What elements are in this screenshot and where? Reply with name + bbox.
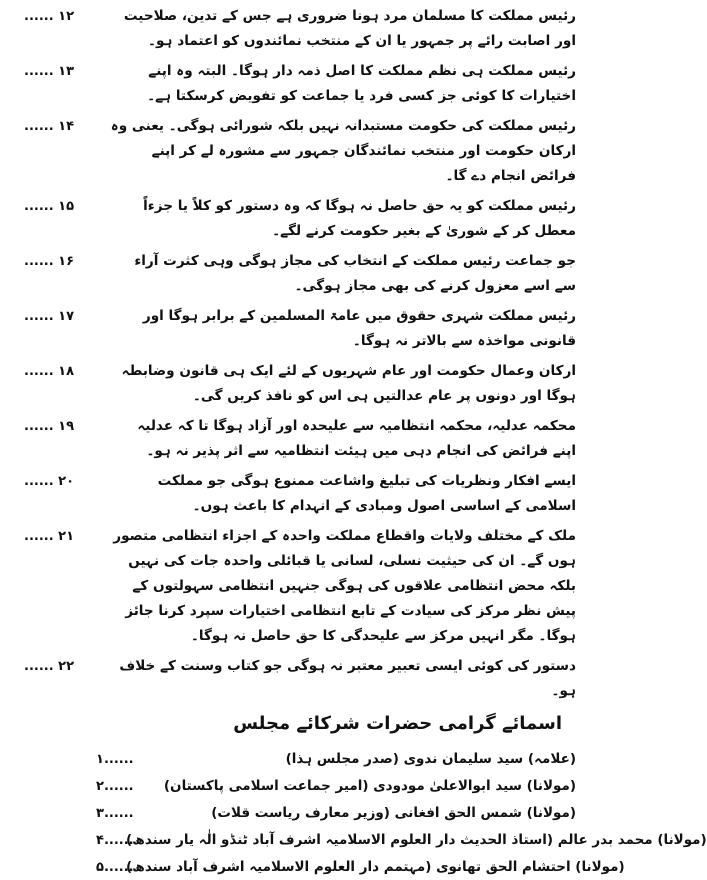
clause-number: ...... ۱۴ — [24, 119, 75, 134]
clause-number: ...... ۱۶ — [24, 254, 75, 269]
member-item — [14, 773, 576, 799]
clause-text: رئیس مملکت ہی نظم مملکت کا اصل ذمہ دار ہوگا۔ البتہ وہ اپنے اختیارات کا کوئی جز کسی فرد یا جماعت کو تفویض کرسکتا ہے۔ — [147, 63, 576, 104]
member-number: ۳...... — [96, 805, 134, 821]
member-text: (مولانا) شمس الحق افغانی (وزیر معارف ریاست قلات) — [211, 805, 576, 821]
member-text: (مولانا) احتشام الحق تھانوی (مہتمم دار العلوم الاسلامیہ اشرف آباد سندھ) — [126, 859, 625, 875]
clause-16 — [14, 249, 576, 299]
clause-number: ...... ۱۲ — [24, 9, 75, 24]
clause-13 — [14, 59, 576, 109]
member-text: (مولانا) محمد بدر عالم (استاذ الحدیث دار العلوم الاسلامیہ اشرف آباد ٹنڈو الٰہ یار سندھ) — [126, 832, 707, 848]
member-number: ۲...... — [96, 778, 134, 794]
clause-number: ...... ۲۰ — [24, 474, 75, 489]
clause-text: رئیس مملکت شہری حقوق میں عامۃ المسلمین کے برابر ہوگا اور قانونی مواخذہ سے بالاتر نہ ہوگا۔ — [142, 308, 576, 349]
member-text: (علامہ) سید سلیمان ندوی (صدر مجلس ہذا) — [285, 751, 576, 767]
clause-text: ارکان وعمال حکومت اور عام شہریوں کے لئے ایک ہی قانون وضابطہ ہوگا اور دونوں پر عام عدالتیں ہی اس کو نافذ کریں گی۔ — [121, 363, 576, 404]
member-item — [14, 800, 576, 826]
member-item — [14, 746, 576, 772]
clause-number: ...... ۱۷ — [24, 309, 75, 324]
member-number: ۱...... — [96, 751, 134, 767]
members-heading: اسمائے گرامی حضرات شرکائے مجلس — [233, 713, 562, 734]
clause-text: محکمہ عدلیہ، محکمہ انتظامیہ سے علیحدہ اور آزاد ہوگا تا کہ عدلیہ اپنے فرائض کی انجام دہی میں ہیئت انتظامیہ سے اثر پذیر نہ ہو۔ — [137, 418, 576, 459]
clause-14 — [14, 114, 576, 189]
member-number: ۵...... — [96, 859, 134, 875]
clause-text: رئیس مملکت کی حکومت مستبدانہ نہیں بلکہ شورائی ہوگی۔ یعنی وہ ارکان حکومت اور منتخب نمائندگان جمہور سے مشورہ لے کر اپنے فرائض انجام دے گا۔ — [110, 118, 576, 184]
member-text: (مولانا) سید ابوالاعلیٰ مودودی (امیر جماعت اسلامی پاکستان) — [163, 778, 576, 794]
clause-20 — [14, 469, 576, 519]
member-number: ۴...... — [96, 832, 134, 848]
clause-number: ...... ۲۱ — [24, 529, 75, 544]
clause-21 — [14, 524, 576, 649]
clause-text: جو جماعت رئیس مملکت کے انتخاب کی مجاز ہوگی وہی کثرت آراء سے اسے معزول کرنے کی بھی مجاز ہوگی۔ — [134, 253, 576, 294]
clause-number: ...... ۱۹ — [24, 419, 75, 434]
clause-text: ملک کے مختلف ولایات واقطاع مملکت واحدہ کے اجزاء انتظامی متصور ہوں گے۔ ان کی حیثیت نسلی، لسانی یا قبائلی واحدہ جات کی نہیں بلکہ محض انتظامی علاقوں کی ہوگی جنہیں انتظامی سہولتوں کے پیش نظر مرکز کی سیادت کے تابع انتظامی اختیارات سپرد کرنا جائز ہوگا۔ مگر انہیں مرکز سے علیحدگی کا حق حاصل نہ ہوگا۔ — [113, 528, 576, 644]
clause-12 — [14, 4, 576, 54]
clause-number: ...... ۱۸ — [24, 364, 75, 379]
member-item — [14, 854, 625, 880]
clause-18 — [14, 359, 576, 409]
clause-text: ایسے افکار ونظریات کی تبلیغ واشاعت ممنوع ہوگی جو مملکت اسلامی کے اساسی اصول ومبادی کے انہدام کا باعث ہوں۔ — [157, 473, 576, 514]
clause-text: رئیس مملکت کو یہ حق حاصل نہ ہوگا کہ وہ دستور کو کلاً یا جزءاً معطل کر کے شوریٰ کے بغیر حکومت کرنے لگے۔ — [143, 198, 576, 239]
member-item — [14, 827, 707, 853]
clause-22 — [14, 654, 576, 704]
clause-number: ...... ۱۳ — [24, 64, 75, 79]
clause-number: ...... ۲۲ — [24, 659, 75, 674]
clause-19 — [14, 414, 576, 464]
clause-15 — [14, 194, 576, 244]
clause-text: دستور کی کوئی ایسی تعبیر معتبر نہ ہوگی جو کتاب وسنت کے خلاف ہو۔ — [119, 658, 576, 699]
clause-text: رئیس مملکت کا مسلمان مرد ہونا ضروری ہے جس کے تدین، صلاحیت اور اصابت رائے پر جمہور یا ان کے منتخب نمائندوں کو اعتماد ہو۔ — [123, 8, 576, 49]
clause-number: ...... ۱۵ — [24, 199, 75, 214]
clause-17 — [14, 304, 576, 354]
